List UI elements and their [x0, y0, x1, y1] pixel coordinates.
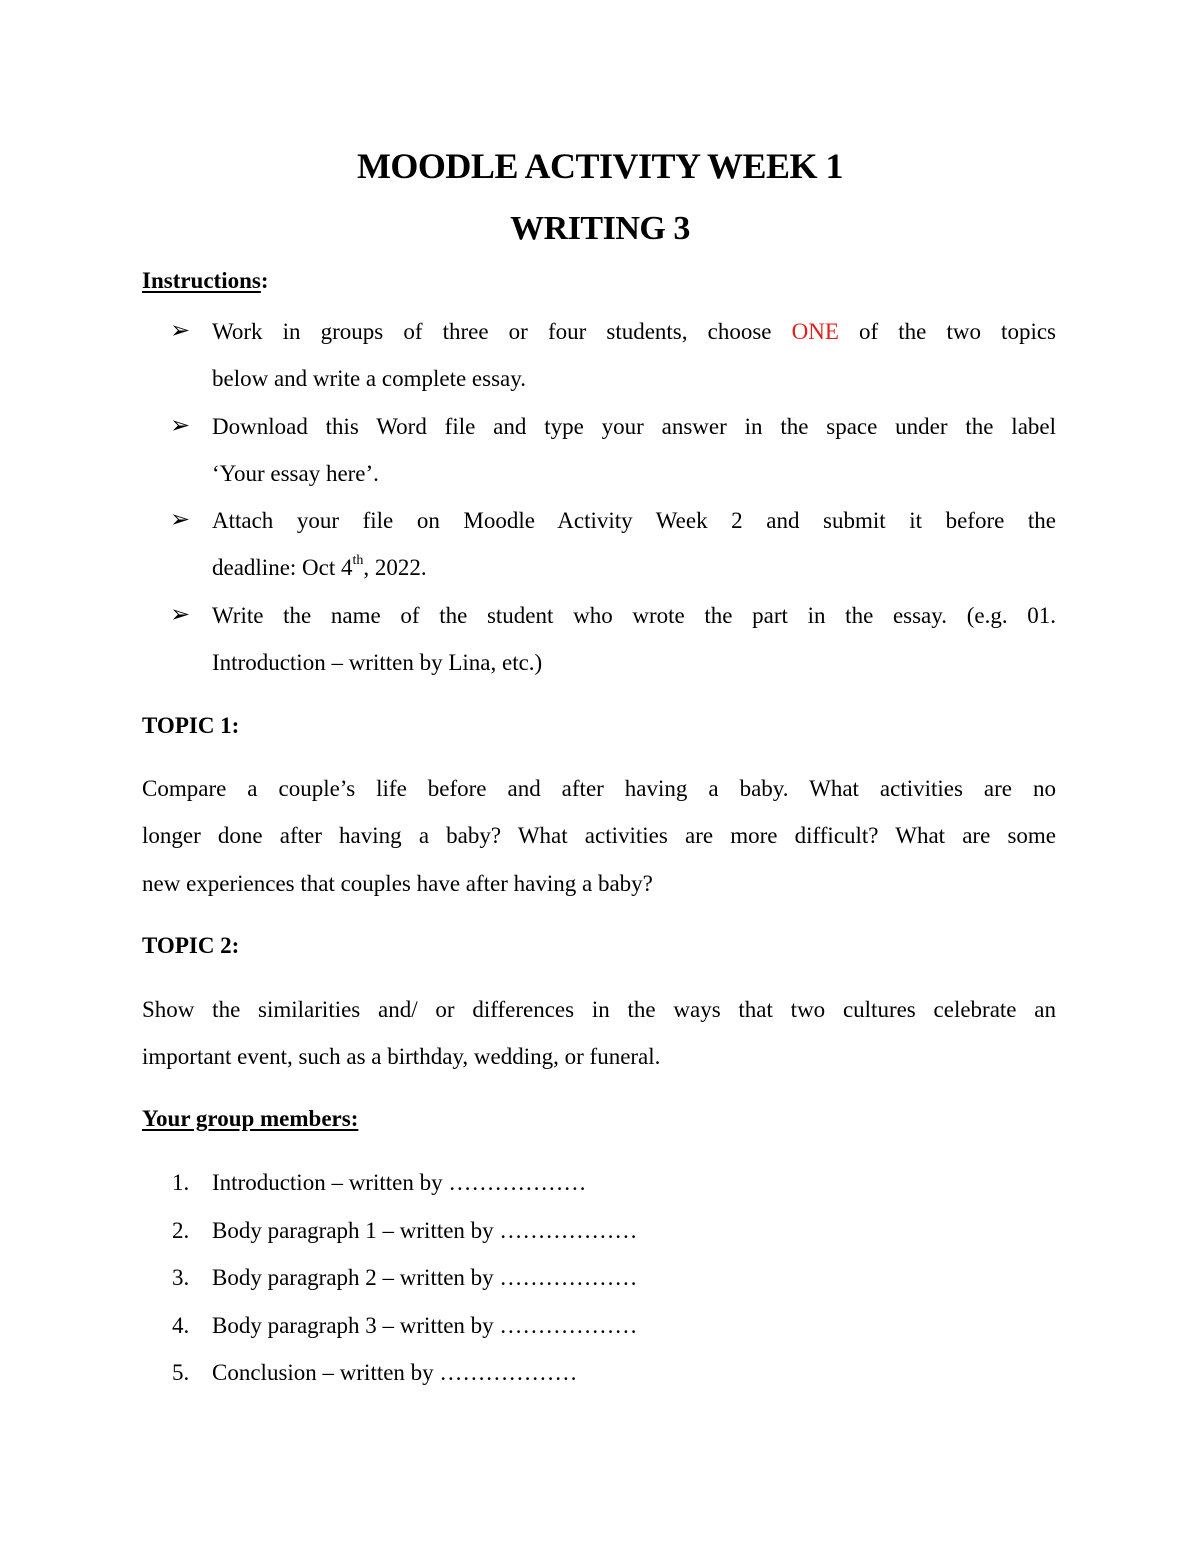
deadline-text: deadline: Oct 4 — [212, 555, 353, 580]
instructions-label: Instructions — [142, 268, 261, 293]
emphasis-one: ONE — [791, 319, 839, 344]
group-members-heading: Your group members: — [142, 1106, 359, 1131]
member-item-introduction: Introduction – written by ……………… — [212, 1170, 587, 1195]
list-item-number: 5. — [172, 1360, 190, 1385]
instruction-4-line-1: Write the name of the student who wrote the part in the essay. (e.g. 01. — [212, 603, 1056, 628]
member-item-body-3: Body paragraph 3 – written by ……………… — [212, 1313, 638, 1338]
instruction-2-line-2: ‘Your essay here’. — [212, 461, 379, 486]
list-item-number: 3. — [172, 1265, 190, 1290]
topic-1-line-3: new experiences that couples have after having a baby? — [142, 871, 653, 896]
topic-2-line-2: important event, such as a birthday, wedding, or funeral. — [142, 1044, 661, 1069]
instructions-heading — [142, 268, 269, 294]
member-item-body-1: Body paragraph 1 – written by ……………… — [212, 1218, 638, 1243]
list-item-number: 1. — [172, 1170, 190, 1195]
instruction-1-line-2: below and write a complete essay. — [212, 366, 527, 391]
list-item-number: 4. — [172, 1313, 190, 1338]
document-title: MOODLE ACTIVITY WEEK 1 — [356, 146, 844, 186]
member-item-conclusion: Conclusion – written by ……………… — [212, 1360, 578, 1385]
bullet-arrow-icon: ➢ — [170, 505, 191, 533]
topic-1-line-2: longer done after having a baby? What activities are more difficult? What are some — [142, 823, 1056, 848]
instruction-4-line-2: Introduction – written by Lina, etc.) — [212, 650, 543, 675]
list-item-number: 2. — [172, 1218, 190, 1243]
instruction-text: of the two topics — [838, 319, 1056, 344]
instruction-1-line-1 — [212, 317, 1056, 347]
topic-2-line-1: Show the similarities and/ or differences in the ways that two cultures celebrate an — [142, 997, 1056, 1022]
bullet-arrow-icon: ➢ — [170, 316, 191, 344]
topic-2-heading: TOPIC 2: — [142, 933, 240, 958]
instruction-3-line-2 — [212, 553, 1056, 583]
deadline-year: , 2022. — [363, 555, 427, 580]
bullet-arrow-icon: ➢ — [170, 600, 191, 628]
topic-1-line-1: Compare a couple’s life before and after having a baby. What activities are no — [142, 776, 1056, 801]
instruction-text: Work in groups of three or four students, choose — [212, 319, 792, 344]
ordinal-suffix: th — [352, 553, 364, 569]
instruction-3-line-1: Attach your file on Moodle Activity Week 2 and submit it before the — [212, 508, 1056, 533]
topic-1-heading: TOPIC 1: — [142, 713, 240, 738]
instructions-colon: : — [260, 268, 269, 293]
instruction-2-line-1: Download this Word file and type your answer in the space under the label — [212, 414, 1056, 439]
bullet-arrow-icon: ➢ — [170, 411, 191, 439]
document-subtitle: WRITING 3 — [510, 210, 690, 247]
member-item-body-2: Body paragraph 2 – written by ……………… — [212, 1265, 638, 1290]
